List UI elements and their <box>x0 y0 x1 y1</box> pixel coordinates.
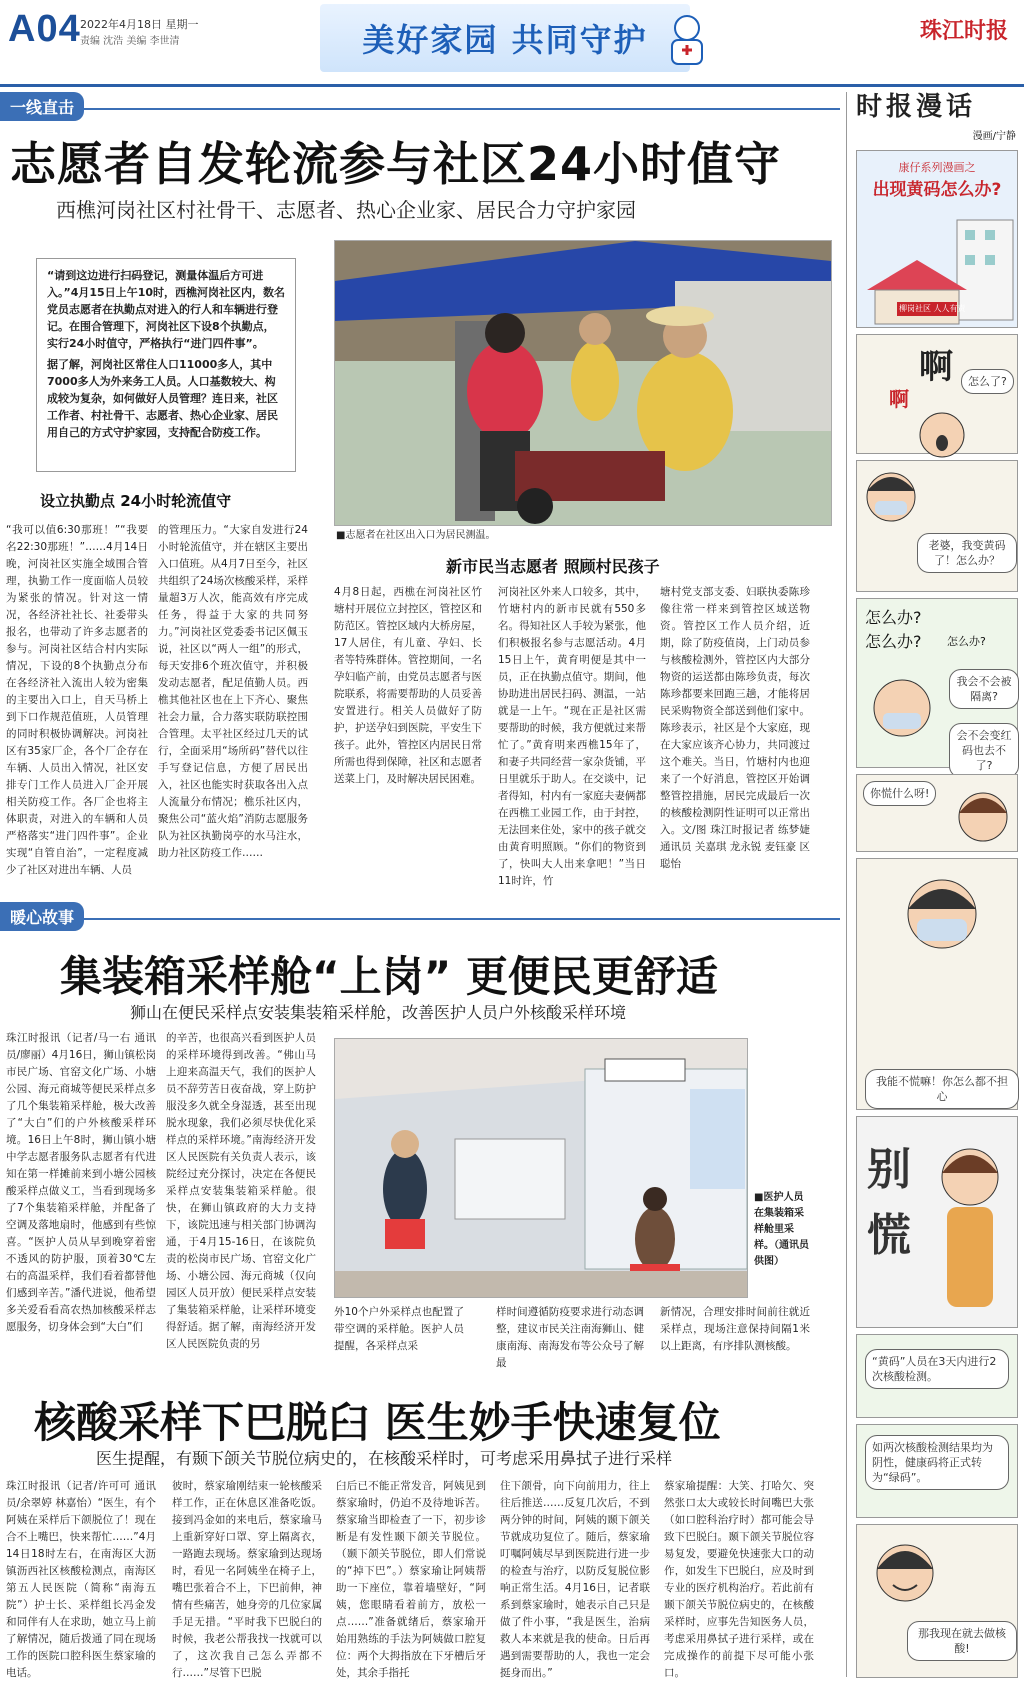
comic-bubble-go-test: 那我现在就去做核酸! <box>907 1621 1017 1661</box>
article2-col4: 样时间遵循防疫要求进行动态调整，建议市民关注南海狮山、健康南海、南海发布等公众号了解最 <box>496 1306 644 1369</box>
banner-title: 美好家园 共同守护 <box>320 4 690 72</box>
article3-col4: 住下颌骨，向下向前用力，往上往后推送……反复几次后，不到两分钟的时间，阿姨的颞下颌关节就成功复位了。随后，蔡家瑜叮嘱阿姨尽早到医院进行进一步的检查与治疗，以防反复脱位影响正常生活。4月16日，记者联系到蔡家瑜时，她表示自己只是做了件小事，“我是医生，治病救人本来就是我的使命。日后再遇到需要帮助的人，我也一定会挺身而出。” <box>500 1480 650 1679</box>
article3-col5: 蔡家瑜提醒：大笑、打哈欠、突然张口太大或较长时间嘴巴大张（如口腔科治疗时）都可能会导致下巴脱臼。颞下颌关节脱位容易复发，要避免快速张大口的动作，如发生下巴脱臼，应及时到专业的医疗机构治疗。若此前有颞下颌关节脱位病史的，在核酸采样时，应事先告知医务人员，考虑采用鼻拭子进行采样，或在完成操作的前提下尽可能小张口。 <box>664 1480 814 1679</box>
article1-col5: 塘村党支部支委、妇联执委陈珍像往常一样来到管控区域送物资。管控区工作人员介绍，近期，除了防疫值岗，上门动员参与核酸检测外，管控区内大部分物资的运送都由陈珍负责，每次陈珍都要来回跑三趟，才能将居民采购物资全部送到他们家中。陈珍表示，社区是个大家庭，现在大家应该齐心协力，共同渡过这个难关。当日，竹塘村内也迎来了一个好消息，管控区开始调整管控措施，居民完成最后一次的核酸检测阴性证明可以正常出入。文/图 珠江时报记者 练梦婕 通讯员 关嘉琪 龙永锐 麦钰豪 区聪怡 <box>660 586 810 870</box>
article1-col4: 河岗社区外来人口较多，其中，竹塘村内的新市民就有550多名。得知社区人手较为紧张，他们积极报名参与志愿活动。4月15日上午，黄育明便是其中一员，正在执勤点值守。期间，他协助进出居民扫码、测温，一站就是一上午。“现在正是社区需要帮助的时候，我方便就过来帮忙了。”黄育明来西樵15年了，和妻子共同经营一家杂货铺，平日里就乐于助人。在交谈中，记者得知，村内有一家庭夫妻俩都在西樵工业园工作，由于封控，无法回来住处，家中的孩子就交由黄育明照顾。“你们的物资到了，快叫大人出来拿吧！”当日11时许，竹 <box>498 586 646 887</box>
section-rule <box>0 918 840 920</box>
editor-line: 责编 沈浩 美编 李世清 <box>80 36 180 47</box>
comic-bubble-red-code: 会不会变红码也去不了? <box>949 723 1019 778</box>
comic-panel-3 <box>856 460 1018 592</box>
comic-panel-4 <box>856 598 1018 772</box>
lead-quote-2: 据了解，河岗社区常住人口11000多人，其中7000多人为外来务工人员。人口基数较大、构成较为复杂，如何做好人员管理？连日来，社区工作者、村社骨干、志愿者、热心企业家、居民用自己的方式守护家园，支持配合防疫工作。 <box>47 358 278 439</box>
section-tag-frontline: 一线直击 <box>0 92 84 121</box>
mid-head-1: 新市民当志愿者 照顾村民孩子 <box>446 557 660 576</box>
comic-panel-2 <box>856 334 1018 454</box>
article2-col5: 新情况，合理安排时间前往就近采样点，现场注意保持间隔1米以上距离，有序排队测核酸。 <box>660 1306 810 1352</box>
sampling-cabin-image <box>335 1039 747 1297</box>
article3-col3: 臼后已不能正常发音，阿姨见到蔡家瑜时，仍迫不及待地诉苦。蔡家瑜当即检查了一下，初步诊断是有发性颞下颌关节脱位。（颞下颌关节脱位，即人们常说的“掉下巴”。）蔡家瑜让阿姨帮助一下座位，靠着墙壁好，“阿姨，您眼睛看着前方，放松一点……”准备就绪后，蔡家瑜开始用熟练的手法为阿姨做口腔复位：两个大拇指放在下牙槽后牙处，其余手指托 <box>336 1480 486 1679</box>
comic-title: 时报漫话 <box>856 92 977 122</box>
comic-bubble-yellow-code: 老婆，我变黄码了！怎么办？ <box>917 533 1017 573</box>
headline-2: 集装箱采样舱“上岗” 更便民更舒适 <box>60 952 718 1001</box>
comic-bubble-what-to-do-2: 怎么办? <box>865 632 922 651</box>
comic-panel-1 <box>856 150 1018 328</box>
shocked-face-image <box>907 405 977 451</box>
comic-bubble-ah-red: 啊 <box>889 387 909 411</box>
comic-header <box>856 86 1016 142</box>
photo-caption-1: ■志愿者在社区出入口为居民测温。 <box>336 530 496 541</box>
comic-bubble-quarantine: 我会不会被隔离? <box>949 669 1019 709</box>
comic-panel-9 <box>856 1424 1018 1518</box>
article2-col3: 外10个户外采样点也配置了带空调的采样舱。医护人员提醒，各采样点采 <box>334 1306 464 1352</box>
comic-note-2: 如两次核酸检测结果均为阴性，健康码将正式转为“绿码”。 <box>865 1435 1009 1490</box>
comic-series: 康仔系列漫画之 <box>898 161 976 174</box>
comic-panel-5 <box>856 774 1018 852</box>
comic-bubble-cant-stay-calm: 我能不慌嘛！你怎么都不担心 <box>865 1069 1019 1109</box>
comic-credit: 漫画/宁静 <box>972 131 1016 142</box>
comic-panel-10 <box>856 1524 1018 1678</box>
article2-col2: 的辛苦，也很高兴看到医护人员的采样环境得到改善。“佛山马上迎来高温天气，我们的医护人员不辞劳苦日夜奋战，穿上防护服没多久就全身湿透，甚至出现脱水现象，我们必须尽快优化采样点的采样环境。”南海经济开发区人民医院有关负责人表示，该院经过充分探讨，决定在各便民采样点安装集装箱采样舱。很快，在狮山镇政府的大力支持下，该院迅速与相关部门协调沟通，于4月15-16日，在该院负责的松岗市民广场、官窑文化广场、小塘公园、海元商城（仅向园区人员开放）便民采样点安装了集装箱采样舱，让采样环境变得舒适。据了解，南海经济开发区人民医院负责的另 <box>166 1032 316 1350</box>
masthead <box>0 0 1024 87</box>
doctor-mascot-icon <box>664 10 710 68</box>
comic-bubble-ah: 啊 <box>919 347 953 387</box>
column-divider <box>846 92 847 1677</box>
worried-face-image <box>867 673 937 743</box>
article3-col1: 珠江时报讯（记者/许可可 通讯员/余翠婷 林嘉怡）“医生，有个阿姨在采样后下颌脱位了！现在合不上嘴巴，快来帮忙……”4月14日18时左右，在南海区大沥镇沥西社区核酸检测点，南海区第五人民医院（简称“南海五院”）护士长、采样组长冯金发和同伴有人在求助，她立马上前了解情况，随后拨通了同在现场工作的医院口腔科医生蔡家瑜的电话。 <box>6 1480 156 1679</box>
photo-caption-2: ■医护人员在集装箱采样舱里采样。（通讯员供图） <box>754 1192 809 1267</box>
article1-col1: “我可以值6:30那班！”“我要名22:30那班！”……4月14日晚，河岗社区实施全域围合管理，执勤工作一度面临人员较为紧张的情况。针对这一情况，各经济社社长、社委带头报名，也带动了许多志愿者的参与。河岗社区结合村内实际情况，下设的8个执勤点分布在各经济社入流出人较为密集的主要出入口上，自天马桥上到下口作规范值班，人员管理的同时积极协调解决。河岗社区有35家厂企，各个厂企存在车辆、人员出入情况，社区安排专门工作人员进入厂企开展相关防疫工作。各厂企也将主体职责，对进入的车辆和人员严格落实“进门四件事”。企业实现“自管自治”，一定程度减少了社区对进出车辆、人员 <box>6 524 148 876</box>
subhead-3: 医生提醒，有颞下颌关节脱位病史的，在核酸采样时，可考虑采用鼻拭子进行采样 <box>96 1449 673 1468</box>
lead-quote: “请到这边进行扫码登记，测量体温后方可进入。”4月15日上午10时，西樵河岗社区内，数名党员志愿者在执勤点对进入的行人和车辆进行登记。在围合管理下，河岗社区下设8个执勤点，实行24小时值守，严格执行“进门四件事”。 <box>47 269 285 350</box>
smiling-man-image <box>865 1533 945 1623</box>
man-face-image <box>861 467 921 527</box>
article1-col2: 的管理压力。“大家自发进行24小时轮流值守，并在辖区主要出入口值班。从4月7日至今，社区共组织了24场次核酸采样，采样量超3万人次，能高效有序完成任务，得益于大家的共同努力。”河岗社区党委委书记区佩玉说，社区以“两人一组”的形式，每天安排6个班次值守，并积极发动志愿者，配足值勤人员。西樵其他社区也在上下齐心、聚焦社会力量，合力落实联防联控围合管理。太平社区经过几天的试行，全面采用“场所码”替代以往手写登记信息，方便了居民出入，社区也能实时获取各出入点人流量分布情况；樵乐社区内，聚焦公司“蓝火焰”消防志愿服务队为社区执勤岗亭的水马注水，助力社区防疫工作…… <box>158 524 308 859</box>
article3-col2: 彼时，蔡家瑜刚结束一轮核酸采样工作，正在休息区准备吃饭。接到冯金如的来电后，蔡家瑜马上重新穿好口罩、穿上隔离衣，一路跑去现场。蔡家瑜到达现场时，看见一名阿姨坐在椅子上，嘴巴张着合不上，下巴前伸，神情有些痛苦，她身旁的几位家属手足无措。“平时我下巴脱臼的时候，我老公帮我找一找就可以了，这次我自己怎么弄都不行……”尽管下巴脱 <box>172 1480 322 1679</box>
headline-3: 核酸采样下巴脱臼 医生妙手快速复位 <box>34 1398 721 1447</box>
comic-bubble-what: 怎么了? <box>961 369 1014 394</box>
comic-text-dont: 别 <box>867 1144 911 1195</box>
comic-note-1: “黄码”人员在3天内进行2次核酸检测。 <box>865 1349 1009 1389</box>
comic-bubble-what-to-do-3: 怎么办? <box>947 635 986 648</box>
comic-sign: 柳岗社区 人人有责 <box>899 304 966 313</box>
checkpoint-scene-image <box>335 241 831 525</box>
photo-volunteer-checkpoint <box>334 240 832 526</box>
comic-panel-7 <box>856 1116 1018 1328</box>
inner-head-1: 设立执勤点 24小时轮流值守 <box>40 492 232 510</box>
comic-panel1-title: 出现黄码怎么办? <box>872 180 1002 200</box>
comic-text-panic: 慌 <box>867 1210 911 1261</box>
subhead-2: 狮山在便民采样点安装集装箱采样舱，改善医护人员户外核酸采样环境 <box>130 1003 627 1022</box>
comic-bubble-what-to-do-1: 怎么办? <box>865 608 922 627</box>
comic-panel-6 <box>856 858 1018 1110</box>
masked-man-image <box>897 869 987 959</box>
headline-1: 志愿者自发轮流参与社区24小时值守 <box>10 137 782 191</box>
article1-col3: 4月8日起，西樵在河岗社区竹塘村开展位立封控区，管控区和防范区。管控区域内大桥房屋，17人居住，有儿童、孕妇、长者等特殊群体。管控期间，一名孕妇临产前，由党员志愿者与医院联系，将需要帮助的人员妥善安置进行。相关人员做好了防护，护送孕妇到医院，平安生下孩子。此外，管控区内居民日常所需也得到保障，社区和志愿者送菜上门，及时解决居民困难。 <box>334 586 482 785</box>
photo-sampling-cabin <box>334 1038 748 1298</box>
lead-quote-box <box>36 258 296 472</box>
article2-col1: 珠江时报讯（记者/马一右 通讯员/廖丽）4月16日，狮山镇松岗市民广场、官窑文化广场、小塘公园、海元商城等便民采样点多了几个集装箱采样舱，极大改善了“大白”们的户外核酸采样环境。16日上午8时，狮山镇小塘中学志愿者服务队志愿者有代进知在第一样摊前来到小塘公园核酸采样点做义工，当看到现场多了7个集装箱采样舱，并配备了空调及落地扇时，他感到有些惊喜。“医护人员从早到晚穿着密不透风的防护服，顶着30℃左右的高温采样，我们看着都替他们感到辛苦。”潘代进说，他希望多关爱看看高农热加核酸采样志愿服务，切身体会到“大白”们 <box>6 1032 156 1333</box>
comic-bubble-why-panic: 你慌什么呀! <box>863 781 936 806</box>
section-tag-warm-story: 暖心故事 <box>0 902 84 931</box>
date-line: 2022年4月18日 星期一 <box>80 18 199 31</box>
paper-logo: 珠江时报 <box>920 18 1009 44</box>
woman-face-image <box>953 783 1013 847</box>
section-rule <box>0 108 840 110</box>
calm-woman-image <box>927 1137 1013 1317</box>
page-number: A04 <box>8 8 81 50</box>
subhead-1: 西樵河岗社区村社骨干、志愿者、热心企业家、居民合力守护家园 <box>56 198 636 222</box>
comic-panel-8 <box>856 1334 1018 1418</box>
